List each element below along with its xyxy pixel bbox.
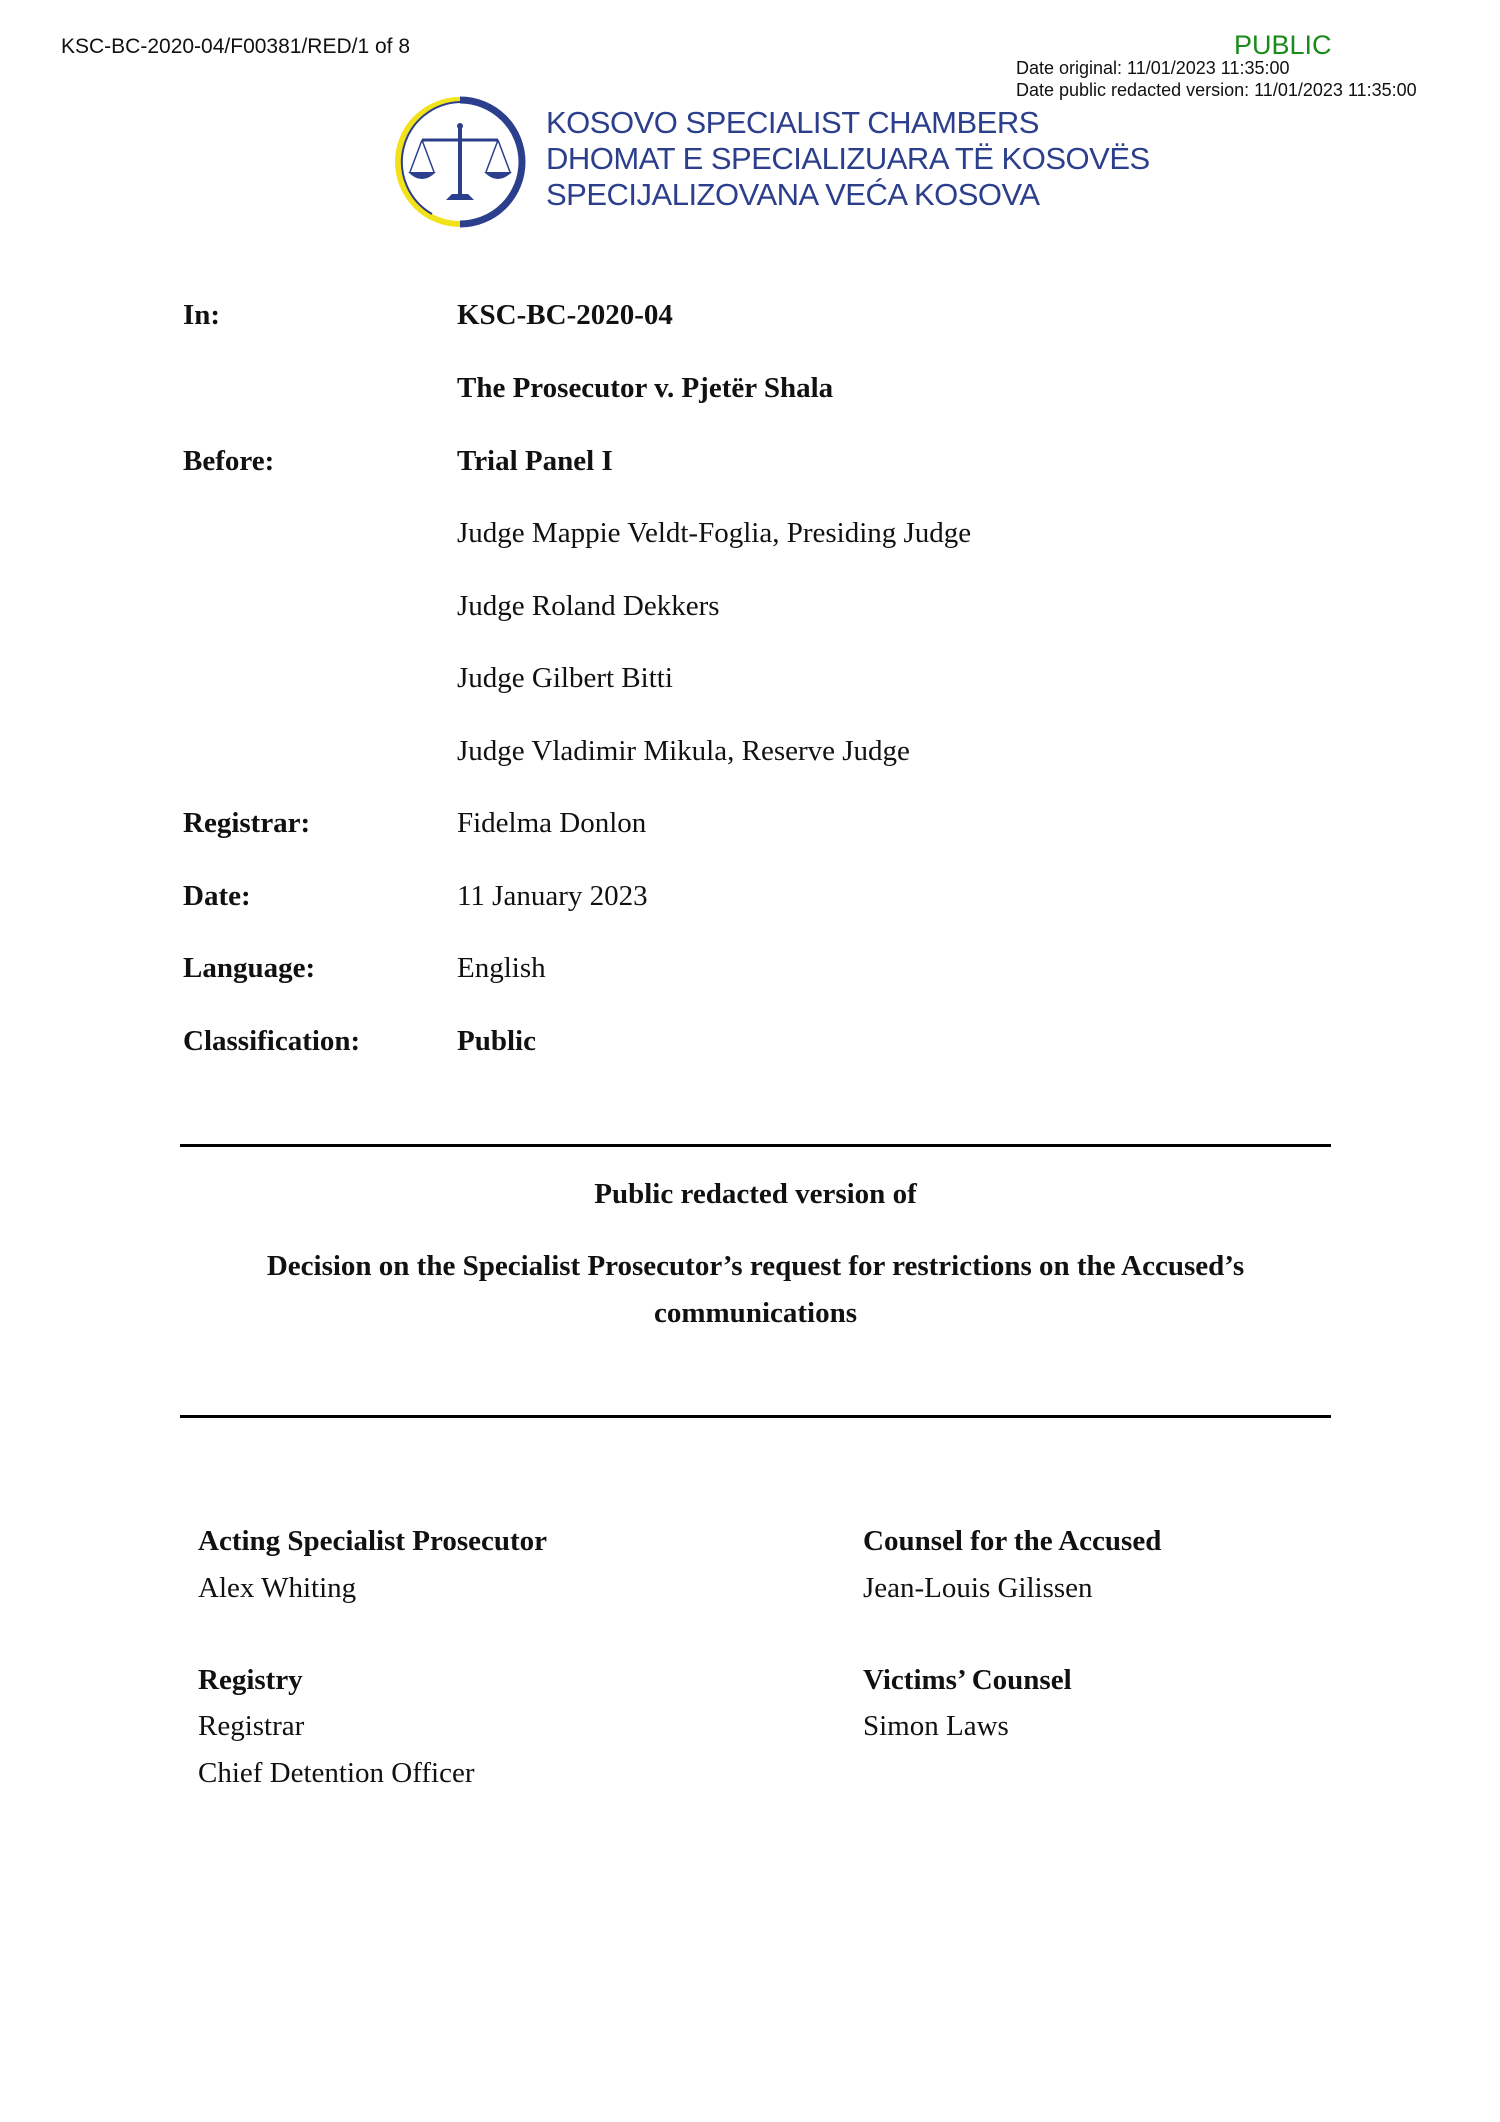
title-prefix: Public redacted version of	[594, 1178, 917, 1210]
language: English	[457, 952, 546, 984]
party-heading: Counsel for the Accused	[863, 1525, 1162, 1557]
detail-label: Language:	[183, 952, 316, 984]
judge: Judge Roland Dekkers	[457, 590, 720, 622]
document-reference: KSC-BC-2020-04/F00381/RED/1 of 8	[61, 35, 411, 58]
party-name: Registrar	[198, 1710, 305, 1742]
judge: Judge Gilbert Bitti	[457, 662, 673, 694]
title-line: Decision on the Specialist Prosecutor’s request for restrictions on the Accused’s	[266, 1250, 1245, 1282]
party-name: Simon Laws	[863, 1710, 1009, 1742]
party-name: Jean-Louis Gilissen	[863, 1572, 1093, 1604]
date-public-redacted: Date public redacted version: 11/01/2023 11:35:00	[1016, 80, 1417, 100]
date: 11 January 2023	[457, 880, 648, 912]
classification-stamp: PUBLIC	[1234, 30, 1332, 60]
detail-label: Classification:	[183, 1025, 361, 1057]
detail-label: In:	[183, 299, 221, 331]
classification: Public	[457, 1025, 536, 1057]
logo-line-english: KOSOVO SPECIALIST CHAMBERS	[546, 105, 1039, 140]
logo-line-serbian: SPECIJALIZOVANA VEĆA KOSOVA	[546, 177, 1040, 212]
case-name: The Prosecutor v. Pjetër Shala	[457, 372, 834, 404]
party-heading: Registry	[198, 1664, 303, 1696]
divider	[180, 1144, 1331, 1147]
party-name: Chief Detention Officer	[198, 1757, 475, 1789]
ksc-logo-emblem	[392, 96, 528, 233]
party-name: Alex Whiting	[198, 1572, 357, 1604]
detail-label: Before:	[183, 445, 275, 477]
case-number: KSC-BC-2020-04	[457, 299, 673, 331]
detail-label: Registrar:	[183, 807, 311, 839]
divider	[180, 1415, 1331, 1418]
logo-wordmark	[546, 105, 1150, 213]
date-original: Date original: 11/01/2023 11:35:00	[1016, 58, 1290, 78]
detail-label: Date:	[183, 880, 251, 912]
title-line: communications	[654, 1297, 857, 1329]
party-heading: Victims’ Counsel	[863, 1664, 1072, 1696]
panel: Trial Panel I	[457, 445, 613, 477]
registrar: Fidelma Donlon	[457, 807, 647, 839]
party-heading: Acting Specialist Prosecutor	[198, 1525, 548, 1557]
judge: Judge Vladimir Mikula, Reserve Judge	[457, 735, 910, 767]
logo-line-albanian: DHOMAT E SPECIALIZUARA TË KOSOVËS	[546, 141, 1150, 176]
document-title	[180, 1243, 1331, 1337]
judge: Judge Mappie Veldt-Foglia, Presiding Judge	[457, 517, 972, 549]
